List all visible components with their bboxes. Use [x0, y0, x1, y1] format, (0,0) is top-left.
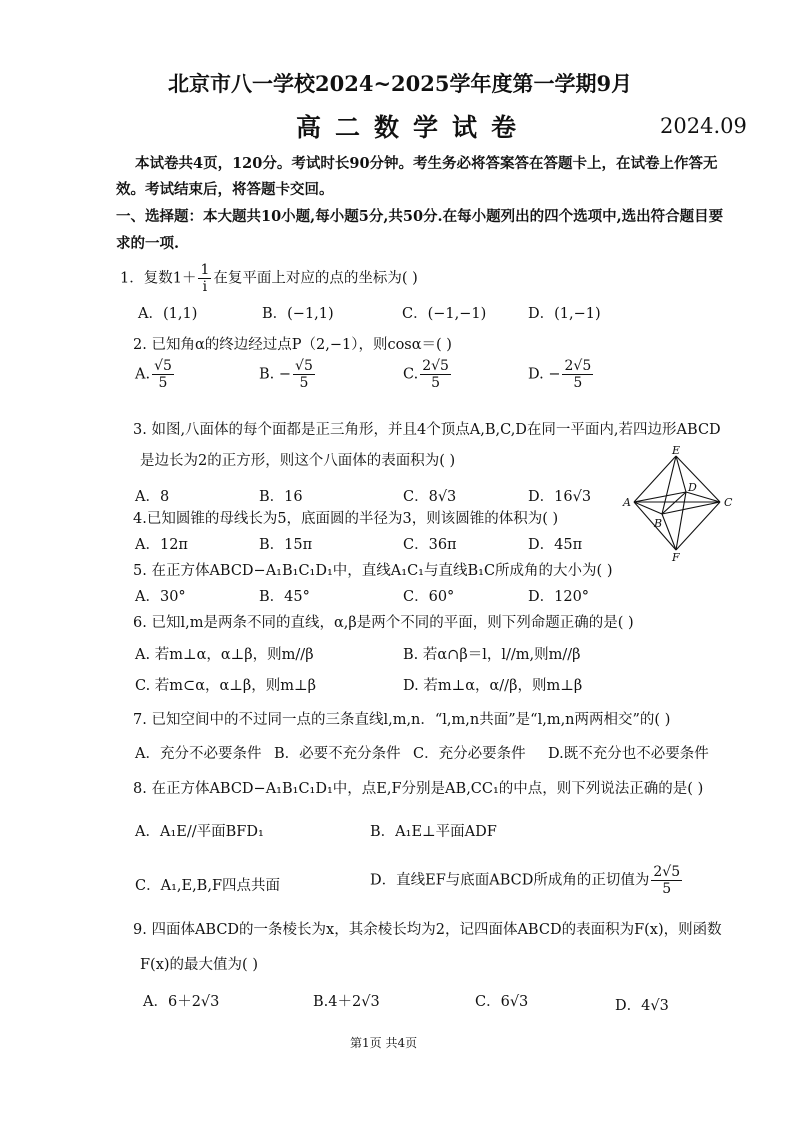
q7-option-b: B．必要不充分条件 [274, 746, 401, 762]
question-6: 6. 已知l,m是两条不同的直线，α,β是两个不同的平面，则下列命题正确的是( ) [133, 615, 634, 631]
option-text: D．直线EF与底面ABCD所成角的正切值为 [370, 872, 650, 889]
question-9-line-2: F(x)的最大值为( ) [140, 957, 258, 973]
q4-option-d: D．45π [528, 537, 583, 553]
q2-option-c [403, 358, 453, 391]
q5-option-d: D．120° [528, 589, 590, 605]
q6-option-d: D. 若m⊥α，α//β，则m⊥β [403, 678, 583, 694]
question-1-fraction [198, 262, 211, 295]
q3-option-d: D．16√3 [528, 489, 592, 505]
option-fraction [420, 358, 451, 391]
label-d: D [688, 481, 697, 494]
fraction-numerator: √5 [295, 358, 313, 374]
q7-option-c: C．充分必要条件 [413, 746, 526, 762]
q3-option-c: C．8√3 [403, 489, 457, 505]
label-e: E [672, 444, 681, 457]
edge-fb [662, 514, 676, 550]
q9-option-b: B.4＋2√3 [313, 994, 380, 1010]
question-3-line-1: 3. 如图,八面体的每个面都是正三角形，并且4个顶点A,B,C,D在同一平面内,若四边形ABCD [133, 422, 721, 438]
q2-option-b [259, 358, 317, 391]
option-label: A. [135, 366, 151, 383]
question-1-pre: 1．复数1＋ [120, 270, 197, 287]
q3-option-a: A．8 [135, 489, 170, 505]
q4-option-a: A．12π [135, 537, 188, 553]
octahedron-figure [620, 444, 744, 562]
question-1-post: 在复平面上对应的点的坐标为( ) [213, 270, 418, 287]
q9-option-c: C．6√3 [475, 994, 529, 1010]
exam-subject-title: 高二数学试卷 [296, 113, 531, 142]
q4-option-b: B．15π [259, 537, 313, 553]
q5-option-c: C．60° [403, 589, 455, 605]
q7-option-d: D.既不充分也不必要条件 [548, 746, 709, 762]
q6-option-b: B. 若α∩β＝l，l//m,则m//β [403, 647, 581, 663]
q5-option-a: A．30° [135, 589, 186, 605]
label-a: A [623, 496, 631, 509]
q6-option-c: C. 若m⊂α，α⊥β，则m⊥β [135, 678, 317, 694]
page-footer: 第1页 共4页 [350, 1036, 418, 1050]
q1-option-d: D．(1,−1) [528, 306, 601, 322]
option-label: D. − [528, 366, 561, 383]
q1-option-c: C．(−1,−1) [402, 306, 487, 322]
q9-option-d: D．4√3 [615, 998, 669, 1014]
intro-line-1: 本试卷共4页，120分。考试时长90分钟。考生务必将答案答在答题卡上，在试卷上作答无 [135, 155, 718, 172]
q1-option-a: A．(1,1) [138, 306, 198, 322]
q3-option-b: B．16 [259, 489, 303, 505]
question-5: 5. 在正方体ABCD−A₁B₁C₁D₁中，直线A₁C₁与直线B₁C所成角的大小为( ) [133, 563, 613, 579]
fraction-denominator: i [202, 279, 208, 296]
question-9-line-1: 9. 四面体ABCD的一条棱长为x，其余棱长均为2，记四面体ABCD的表面积为F(x)，则函数 [133, 922, 722, 938]
fraction-denominator: 5 [158, 375, 168, 392]
q2-option-a [135, 358, 176, 391]
q8-option-c: C．A₁,E,B,F四点共面 [135, 878, 281, 894]
option-fraction [152, 358, 174, 391]
fraction-numerator: 2√5 [564, 358, 592, 374]
option-fraction [651, 864, 682, 897]
fraction-numerator: 2√5 [422, 358, 449, 374]
q2-option-d [528, 358, 595, 391]
q8-option-a: A．A₁E//平面BFD₁ [135, 824, 264, 840]
fraction-numerator: √5 [154, 358, 172, 374]
fraction-numerator: 2√5 [653, 864, 681, 880]
question-7: 7. 已知空间中的不过同一点的三条直线l,m,n．“l,m,n共面”是“l,m,n两两相交”的( ) [133, 712, 671, 728]
q9-option-a: A．6＋2√3 [143, 994, 220, 1010]
fraction-denominator: 5 [573, 375, 583, 392]
fraction-denominator: 5 [662, 881, 672, 898]
option-fraction [562, 358, 593, 391]
q8-option-b: B．A₁E⊥平面ADF [370, 824, 497, 840]
edge-ab [634, 502, 662, 514]
edge-eb [662, 456, 676, 514]
q1-option-b: B．(−1,1) [262, 306, 334, 322]
fraction-denominator: 5 [431, 375, 441, 392]
section-heading-line-1: 一、选择题：本大题共10小题,每小题5分,共50分.在每小题列出的四个选项中,选出符合题目要 [116, 208, 724, 225]
exam-school-title: 北京市八一学校2024~2025学年度第一学期9月 [168, 71, 633, 96]
fraction-denominator: 5 [299, 375, 309, 392]
q4-option-c: C．36π [403, 537, 457, 553]
option-label: C. [403, 366, 419, 383]
question-8: 8. 在正方体ABCD−A₁B₁C₁D₁中，点E,F分别是AB,CC₁的中点，则下列说法正确的是( ) [133, 781, 704, 797]
option-fraction [293, 358, 315, 391]
question-4: 4.已知圆锥的母线长为5，底面圆的半径为3，则该圆锥的体积为( ) [133, 511, 559, 527]
option-label: B. − [259, 366, 292, 383]
label-b: B [654, 517, 663, 530]
question-1 [120, 262, 418, 295]
label-c: C [724, 496, 733, 509]
q8-option-d [370, 864, 684, 897]
question-3-line-2: 是边长为2的正方形，则这个八面体的表面积为( ) [140, 453, 456, 469]
section-heading-line-2: 求的一项. [116, 235, 180, 252]
q7-option-a: A．充分不必要条件 [135, 746, 262, 762]
intro-line-2: 效。考试结束后，将答题卡交回。 [116, 181, 334, 198]
fraction-numerator: 1 [200, 262, 210, 278]
q6-option-a: A. 若m⊥α，α⊥β，则m//β [135, 647, 314, 663]
q5-option-b: B．45° [259, 589, 310, 605]
label-f: F [672, 551, 680, 562]
exam-date: 2024.09 [660, 114, 747, 138]
question-2: 2. 已知角α的终边经过点P（2,−1），则cosα＝( ) [133, 337, 452, 353]
